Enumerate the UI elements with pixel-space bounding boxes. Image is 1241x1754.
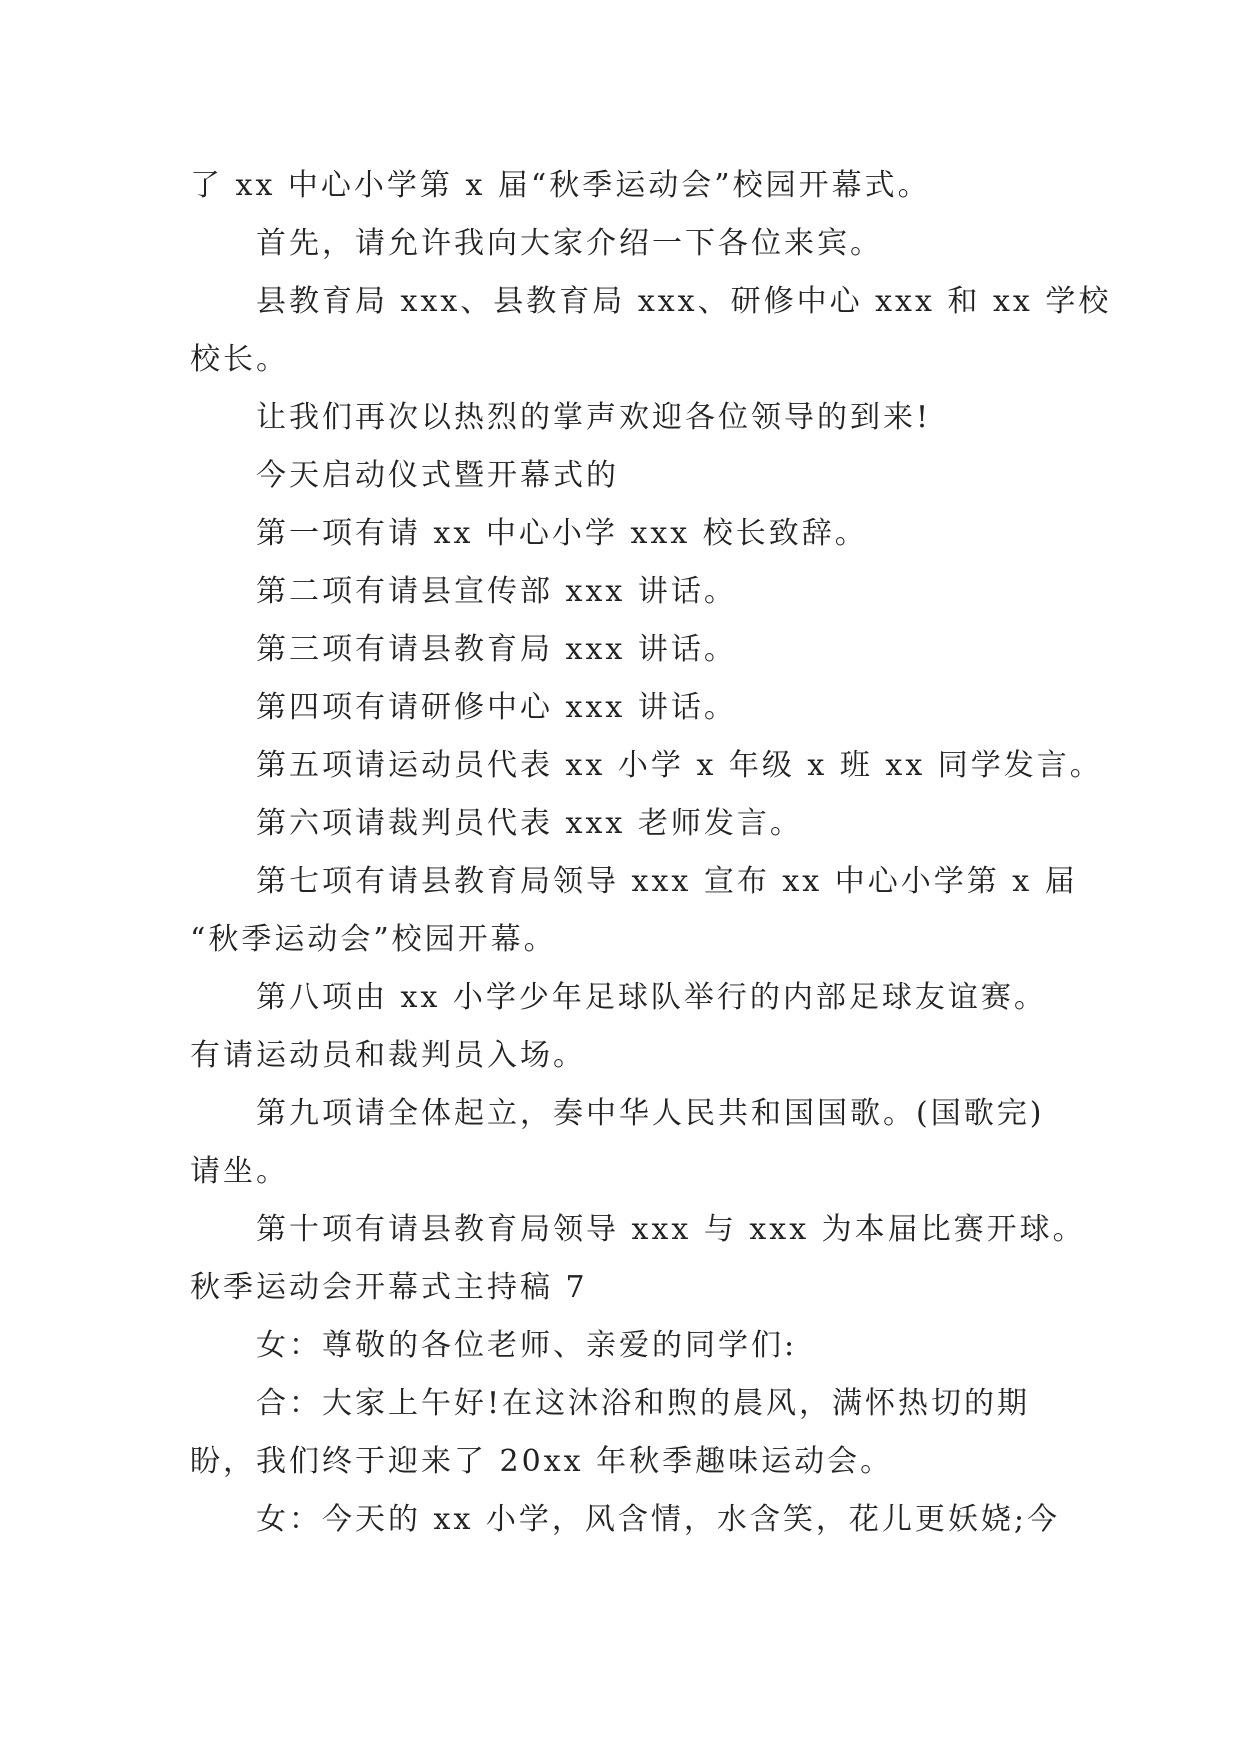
section-heading: 秋季运动会开幕式主持稿 7 (190, 1270, 588, 1305)
text-line: 第一项有请 xx 中心小学 xxx 校长致辞。 (256, 516, 868, 551)
text-line: 第四项有请研修中心 xxx 讲话。 (256, 690, 737, 725)
text-line: 让我们再次以热烈的掌声欢迎各位领导的到来! (256, 400, 932, 435)
text-line: 第二项有请县宣传部 xxx 讲话。 (256, 574, 737, 609)
text-line: 第十项有请县教育局领导 xxx 与 xxx 为本届比赛开球。 (256, 1212, 1086, 1247)
text-line: 县教育局 xxx、县教育局 xxx、研修中心 xxx 和 xx 学校 (256, 284, 1112, 319)
text-line: 有请运动员和裁判员入场。 (190, 1038, 586, 1073)
text-line: 第九项请全体起立，奏中华人民共和国国歌。(国歌完) (256, 1096, 1045, 1131)
text-line: “秋季运动会”校园开幕。 (190, 922, 557, 957)
text-line: 女：今天的 xx 小学，风含情，水含笑，花儿更妖娆;今 (256, 1502, 1061, 1537)
text-line: 今天启动仪式暨开幕式的 (256, 458, 619, 493)
text-line: 第六项请裁判员代表 xxx 老师发言。 (256, 806, 803, 841)
text-line: 盼，我们终于迎来了 20xx 年秋季趣味运动会。 (190, 1444, 894, 1479)
text-line: 合：大家上午好!在这沐浴和煦的晨风，满怀热切的期 (256, 1386, 1031, 1421)
text-line: 了 xx 中心小学第 x 届“秋季运动会”校园开幕式。 (190, 168, 931, 203)
text-line: 第八项由 xx 小学少年足球队举行的内部足球友谊赛。 (256, 980, 1047, 1015)
text-line: 首先，请允许我向大家介绍一下各位来宾。 (256, 226, 883, 261)
text-line: 第三项有请县教育局 xxx 讲话。 (256, 632, 737, 667)
text-line: 校长。 (190, 342, 289, 377)
text-line: 女：尊敬的各位老师、亲爱的同学们: (256, 1328, 798, 1363)
text-line: 第七项有请县教育局领导 xxx 宣布 xx 中心小学第 x 届 (256, 864, 1078, 899)
text-line: 请坐。 (190, 1154, 289, 1189)
text-line: 第五项请运动员代表 xx 小学 x 年级 x 班 xx 同学发言。 (256, 748, 1103, 783)
